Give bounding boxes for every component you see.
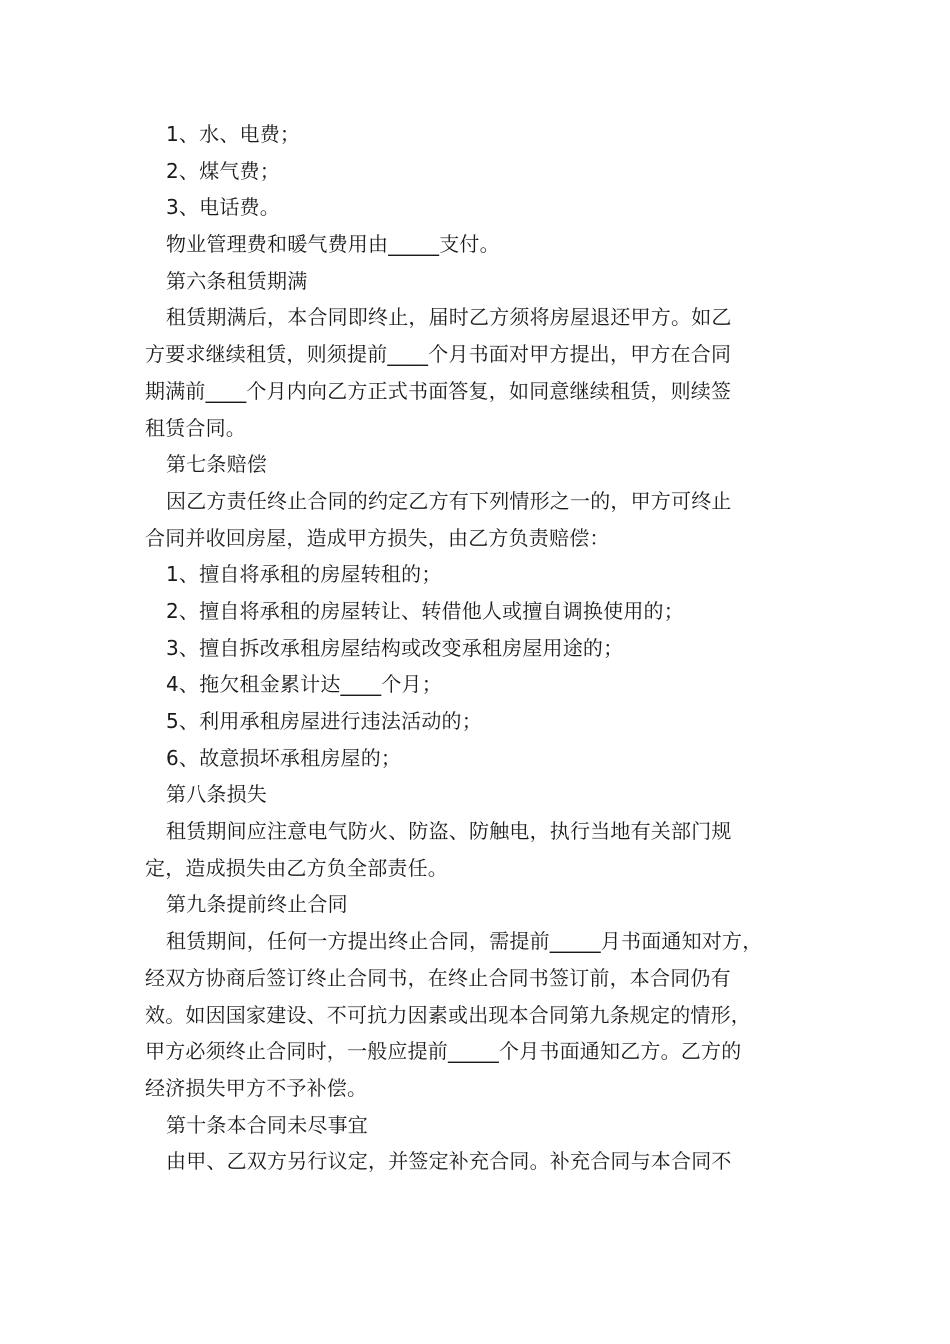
- article-8-text-line: 租赁期间应注意电气防火、防盗、防触电，执行当地有关部门规: [166, 819, 732, 844]
- article-8-heading: 第八条损失: [166, 782, 267, 807]
- article-7-item: 2、擅自将承租的房屋转让、转借他人或擅自调换使用的；: [166, 598, 684, 623]
- document-body: [145, 116, 817, 1180]
- article-8-text-line: 定，造成损失由乙方负全部责任。: [145, 855, 448, 880]
- article-9-text-line: 甲方必须终止合同时，一般应提前_____个月书面通知乙方。乙方的: [145, 1039, 742, 1064]
- article-6-text-line: 方要求继续租赁，则须提前____个月书面对甲方提出，甲方在合同: [145, 342, 732, 367]
- article-7-item: 5、利用承租房屋进行违法活动的；: [166, 709, 482, 733]
- article-7-item: 1、擅自将承租的房屋转租的；: [166, 562, 442, 587]
- fee-item-2: 2、煤气费；: [166, 158, 280, 183]
- article-7-item: 4、拖欠租金累计达____个月；: [166, 672, 442, 697]
- article-9-heading: 第九条提前终止合同: [166, 892, 348, 917]
- article-10-text-line: 由甲、乙双方另行议定，并签定补充合同。补充合同与本合同不: [166, 1149, 732, 1174]
- article-7-item: 6、故意损坏承租房屋的；: [166, 745, 402, 770]
- article-6-text-line: 租赁期满后，本合同即终止，届时乙方须将房屋退还甲方。如乙: [166, 305, 732, 330]
- fee-item-1: 1、水、电费；: [166, 122, 301, 146]
- article-9-text-line: 租赁期间，任何一方提出终止合同，需提前_____月书面通知对方，: [166, 929, 763, 954]
- article-7-item: 3、擅自拆改承租房屋结构或改变承租房屋用途的；: [166, 635, 624, 660]
- article-7-heading: 第七条赔偿: [166, 452, 267, 477]
- article-10-heading: 第十条本合同未尽事宜: [166, 1112, 368, 1137]
- article-6-text-line: 期满前____个月内向乙方正式书面答复，如同意继续租赁，则续签: [145, 378, 732, 403]
- property-fee-paragraph: 物业管理费和暖气费用由_____支付。: [166, 232, 500, 257]
- article-6-text-line: 租赁合同。: [145, 415, 246, 440]
- fee-item-3: 3、电话费。: [166, 195, 280, 220]
- article-9-text-line: 经双方协商后签订终止合同书，在终止合同书签订前，本合同仍有: [145, 965, 731, 990]
- article-6-heading: 第六条租赁期满: [166, 268, 308, 293]
- article-9-text-line: 经济损失甲方不予补偿。: [145, 1075, 368, 1100]
- article-7-text-line: 因乙方责任终止合同的约定乙方有下列情形之一的，甲方可终止: [166, 488, 732, 513]
- article-7-text-line: 合同并收回房屋，造成甲方损失，由乙方负责赔偿：: [145, 525, 610, 550]
- article-9-text-line: 效。如因国家建设、不可抗力因素或出现本合同第九条规定的情形，: [145, 1002, 751, 1027]
